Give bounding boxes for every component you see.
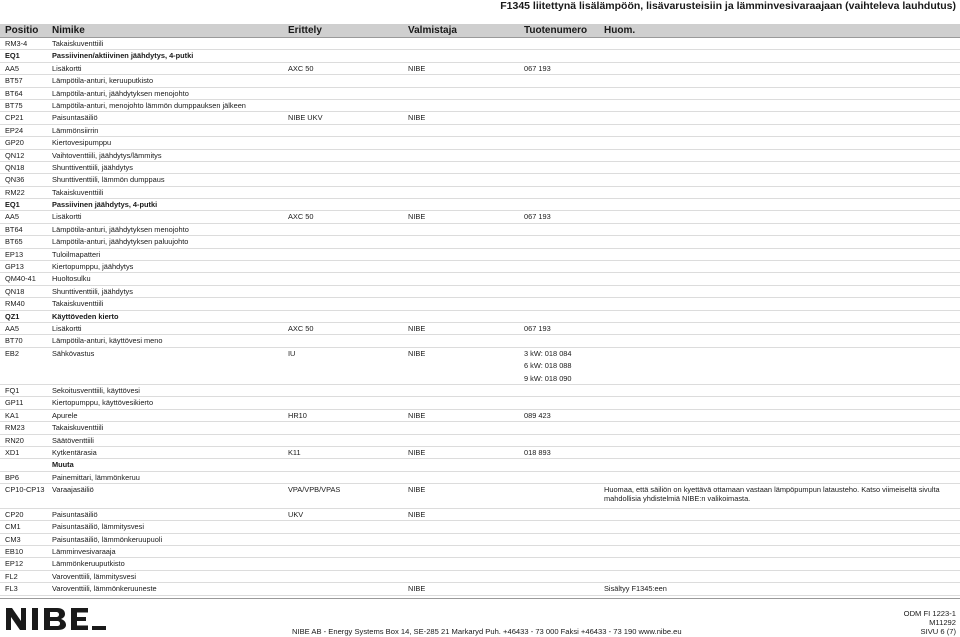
cell-num: 067 193 — [524, 63, 551, 73]
cell-name: Lisäkortti — [52, 323, 82, 333]
cell-pos: AA5 — [5, 212, 19, 222]
table-row — [0, 484, 960, 509]
table-row — [0, 583, 960, 595]
page-title: F1345 liitettynä lisälämpöön, lisävarusteisiin ja lämminvesivaraajaan (vaihteleva lauhdutus) — [500, 0, 956, 12]
cell-name: Kytkentärasia — [52, 447, 97, 457]
cell-name: Paisuntasäiliö, lämmönkeruupuoli — [52, 534, 163, 544]
cell-num: 3 kW: 018 084 — [524, 348, 572, 358]
header-nimike: Nimike — [52, 25, 85, 36]
cell-name: Lämmönsiirrin — [52, 125, 99, 135]
cell-pos: AA5 — [5, 63, 19, 73]
cell-num: 067 193 — [524, 323, 551, 333]
cell-pos: BT64 — [5, 88, 23, 98]
cell-note: Huomaa, että säiliön on kyettävä ottamaan vastaan lämpöpumpun latausteho. Katso viimeiseltä sivulta mahdollisia yhdistelmiä NIBE:n valikoimasta. — [604, 485, 940, 504]
cell-name: Paisuntasäiliö — [52, 509, 98, 519]
cell-name: Muuta — [52, 460, 74, 470]
cell-man: NIBE — [408, 447, 426, 457]
table-row — [0, 335, 960, 347]
cell-name: Kiertovesipumppu — [52, 138, 112, 148]
cell-name: Huoltosulku — [52, 274, 91, 284]
table-row — [0, 385, 960, 397]
table-row — [0, 459, 960, 471]
cell-spec: VPA/VPB/VPAS — [288, 485, 341, 495]
cell-name: Lämminvesivaraaja — [52, 547, 116, 557]
table-row — [0, 558, 960, 570]
table-row — [0, 125, 960, 137]
cell-pos: EP13 — [5, 249, 24, 259]
cell-name: Kiertopumppu, jäähdytys — [52, 262, 134, 272]
cell-num: 9 kW: 018 090 — [524, 373, 572, 383]
table-row — [0, 100, 960, 112]
table-row — [0, 236, 960, 248]
cell-pos: EQ1 — [5, 200, 20, 210]
cell-name: Vaihtoventtiili, jäähdytys/lämmitys — [52, 150, 162, 160]
cell-spec: AXC 50 — [288, 63, 314, 73]
cell-pos: QZ1 — [5, 311, 20, 321]
cell-name: Paisuntasäiliö — [52, 113, 98, 123]
header-tuotenumero: Tuotenumero — [524, 25, 588, 36]
cell-name: Takaiskuventtiili — [52, 423, 104, 433]
cell-spec: HR10 — [288, 410, 307, 420]
header-positio: Positio — [5, 25, 39, 36]
table-row — [0, 63, 960, 75]
cell-pos: RM23 — [5, 423, 25, 433]
table-row — [0, 373, 960, 385]
cell-man: NIBE — [408, 485, 426, 495]
doc-number: M11292 — [929, 618, 956, 627]
table-row — [0, 521, 960, 533]
table-row — [0, 50, 960, 62]
cell-num: 067 193 — [524, 212, 551, 222]
table-row — [0, 75, 960, 87]
cell-name: Lämpötila-anturi, käyttövesi meno — [52, 336, 163, 346]
table-row — [0, 397, 960, 409]
table-row — [0, 224, 960, 236]
cell-name: Shunttiventtiili, jäähdytys — [52, 162, 133, 172]
cell-name: Painemittari, lämmönkeruu — [52, 472, 140, 482]
cell-pos: QN12 — [5, 150, 25, 160]
table-row — [0, 571, 960, 583]
table-row — [0, 546, 960, 558]
cell-pos: AA5 — [5, 323, 19, 333]
cell-man: NIBE — [408, 410, 426, 420]
table-row — [0, 199, 960, 211]
cell-name: Shunttiventtiili, lämmön dumppaus — [52, 175, 165, 185]
cell-spec: AXC 50 — [288, 212, 314, 222]
cell-name: Apurele — [52, 410, 78, 420]
cell-pos: EP12 — [5, 559, 24, 569]
table-row — [0, 187, 960, 199]
cell-name: Takaiskuventtiili — [52, 39, 104, 48]
cell-pos: CM3 — [5, 534, 21, 544]
cell-pos: CM1 — [5, 522, 21, 532]
table-row — [0, 88, 960, 100]
cell-name: Lämpötila-anturi, jäähdytyksen menojohto — [52, 224, 189, 234]
nibe-logo — [4, 606, 108, 632]
cell-name: Sähkövastus — [52, 348, 95, 358]
cell-pos: RN20 — [5, 435, 24, 445]
company-contact-line: NIBE AB - Energy Systems Box 14, SE-285 21 Markaryd Puh. +46433 - 73 000 Faksi +46433 - 73 190 www.nibe.eu — [292, 627, 682, 636]
cell-spec: IU — [288, 348, 296, 358]
cell-pos: BT75 — [5, 100, 23, 110]
cell-name: Passiivinen jäähdytys, 4-putki — [52, 200, 158, 210]
cell-name: Varaajasäiliö — [52, 485, 94, 495]
table-row — [0, 137, 960, 149]
table-row — [0, 534, 960, 546]
cell-spec: K11 — [288, 447, 301, 457]
cell-pos: QN18 — [5, 162, 25, 172]
cell-pos: EB10 — [5, 547, 24, 557]
cell-man: NIBE — [408, 584, 426, 594]
cell-man: NIBE — [408, 509, 426, 519]
doc-code: ODM FI 1223-1 — [903, 609, 956, 618]
parts-table — [0, 38, 960, 596]
cell-spec: UKV — [288, 509, 304, 519]
cell-pos: RM40 — [5, 299, 25, 309]
table-row — [0, 273, 960, 285]
table-row — [0, 112, 960, 124]
cell-name: Sekoitusventtiili, käyttövesi — [52, 385, 140, 395]
cell-name: Paisuntasäiliö, lämmitysvesi — [52, 522, 145, 532]
cell-name: Lisäkortti — [52, 212, 82, 222]
cell-pos: EQ1 — [5, 51, 20, 61]
cell-man: NIBE — [408, 212, 426, 222]
cell-spec: NIBE UKV — [288, 113, 323, 123]
cell-name: Lisäkortti — [52, 63, 82, 73]
header-valmistaja: Valmistaja — [408, 25, 457, 36]
cell-pos: GP11 — [5, 398, 24, 408]
cell-pos: RM22 — [5, 187, 25, 197]
footer-divider — [0, 598, 960, 599]
cell-name: Lämpötila-anturi, jäähdytyksen menojohto — [52, 88, 189, 98]
table-row — [0, 435, 960, 447]
table-header — [0, 24, 960, 38]
header-erittely: Erittely — [288, 25, 322, 36]
cell-man: NIBE — [408, 113, 426, 123]
cell-note: Sisältyy F1345:een — [604, 584, 667, 594]
cell-pos: GP20 — [5, 138, 24, 148]
cell-man: NIBE — [408, 323, 426, 333]
cell-pos: EB2 — [5, 348, 19, 358]
cell-name: Passiivinen/aktiivinen jäähdytys, 4-putki — [52, 51, 194, 61]
header-huom: Huom. — [604, 25, 636, 36]
cell-name: Takaiskuventtiili — [52, 187, 104, 197]
table-row — [0, 286, 960, 298]
table-row — [0, 348, 960, 360]
cell-pos: GP13 — [5, 262, 24, 272]
cell-num: 089 423 — [524, 410, 551, 420]
cell-pos: RM3-4 — [5, 39, 28, 48]
table-row — [0, 162, 960, 174]
cell-pos: BT64 — [5, 224, 23, 234]
table-row — [0, 311, 960, 323]
cell-pos: BT70 — [5, 336, 23, 346]
cell-pos: XD1 — [5, 447, 20, 457]
cell-pos: CP21 — [5, 113, 24, 123]
cell-name: Käyttöveden kierto — [52, 311, 119, 321]
table-row — [0, 509, 960, 521]
table-row — [0, 323, 960, 335]
cell-pos: QN36 — [5, 175, 25, 185]
table-row — [0, 422, 960, 434]
table-row — [0, 211, 960, 223]
cell-pos: KA1 — [5, 410, 19, 420]
table-row — [0, 261, 960, 273]
table-row — [0, 447, 960, 459]
cell-pos: FL2 — [5, 571, 18, 581]
cell-name: Lämpötila-anturi, jäähdytyksen paluujohto — [52, 237, 189, 247]
cell-man: NIBE — [408, 63, 426, 73]
page-number: SIVU 6 (7) — [920, 627, 956, 636]
cell-name: Shunttiventtiili, jäähdytys — [52, 286, 133, 296]
table-row — [0, 249, 960, 261]
cell-name: Tuloilmapatteri — [52, 249, 101, 259]
cell-pos: CP10-CP13 — [5, 485, 45, 495]
cell-pos: QN18 — [5, 286, 25, 296]
cell-name: Lämpötila-anturi, menojohto lämmön dumppauksen jälkeen — [52, 100, 246, 110]
cell-name: Lämpötila-anturi, keruuputkisto — [52, 76, 154, 86]
cell-name: Kiertopumppu, käyttövesikierto — [52, 398, 154, 408]
table-row — [0, 360, 960, 372]
cell-name: Varoventtiili, lämmönkeruuneste — [52, 584, 157, 594]
cell-name: Varoventtiili, lämmitysvesi — [52, 571, 137, 581]
cell-pos: FL3 — [5, 584, 18, 594]
cell-pos: CP20 — [5, 509, 24, 519]
cell-name: Säätöventtiili — [52, 435, 94, 445]
table-row — [0, 38, 960, 50]
cell-num: 6 kW: 018 088 — [524, 361, 572, 371]
table-row — [0, 410, 960, 422]
table-row — [0, 472, 960, 484]
cell-name: Takaiskuventtiili — [52, 299, 104, 309]
cell-name: Lämmönkeruuputkisto — [52, 559, 125, 569]
table-row — [0, 174, 960, 186]
cell-num: 018 893 — [524, 447, 551, 457]
cell-pos: EP24 — [5, 125, 24, 135]
table-row — [0, 150, 960, 162]
cell-pos: BP6 — [5, 472, 19, 482]
cell-man: NIBE — [408, 348, 426, 358]
cell-pos: QM40-41 — [5, 274, 36, 284]
table-row — [0, 298, 960, 310]
cell-pos: BT65 — [5, 237, 23, 247]
cell-spec: AXC 50 — [288, 323, 314, 333]
cell-pos: FQ1 — [5, 385, 20, 395]
cell-pos: BT57 — [5, 76, 23, 86]
